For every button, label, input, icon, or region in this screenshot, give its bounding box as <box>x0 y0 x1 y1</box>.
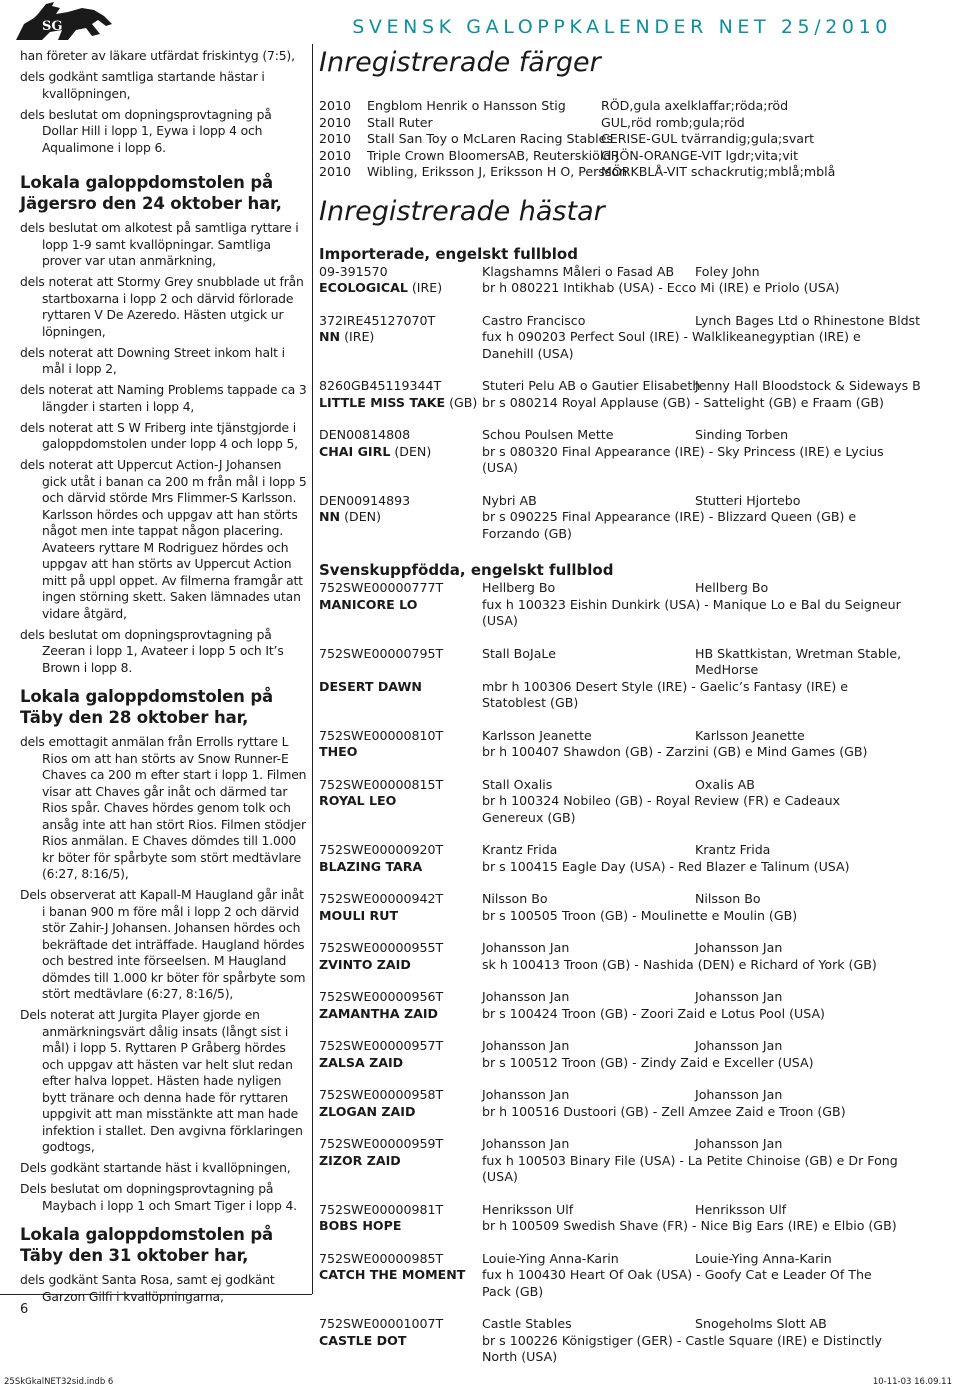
paragraph: dels godkänt samtliga startande hästar i kvallöpningen, <box>20 70 265 101</box>
horse-name-cell <box>319 859 422 876</box>
paragraph: dels noterat att Uppercut Action-J Johansen gick utåt i banan ca 200 m från mål i lopp 5 och därvid störde Mrs Flimmer-S Karlsson. Karlsson hördes och uppgav att han störts något men inte tappat någon placering. Avateers ryttare M Rodriguez hördes och uppgav att han störts av Uppercut Action mitt på uppl oppet. Av filmerna framgår att ingen störning skett. Saken lämnades utan vidare åtgärd, <box>20 458 307 621</box>
color-owner: Stall San Toy o McLaren Racing Stables <box>367 131 613 146</box>
horse-breeder: Stall BoJaLe <box>482 645 556 661</box>
horse-name-cell <box>319 679 422 696</box>
horse-id: 8260GB45119344T <box>319 378 442 393</box>
horse-entry <box>319 1202 949 1235</box>
horse-name-cell <box>319 744 357 761</box>
horse-owner: Johansson Jan <box>695 1136 783 1151</box>
horse-pedigree: sk h 100413 Troon (GB) - Nashida (DEN) e Richard of York (GB) <box>482 956 877 972</box>
horse-id: 752SWE00000815T <box>319 776 444 792</box>
horse-pedigree: br h 100407 Shawdon (GB) - Zarzini (GB) e Mind Games (GB) <box>482 744 868 759</box>
horse-name: MANICORE LO <box>319 596 418 612</box>
horse-pedigree: br s 100415 Eagle Day (USA) - Red Blazer e Talinum (USA) <box>482 858 850 874</box>
horse-breeder: Johansson Jan <box>482 1136 570 1151</box>
horse-id: 752SWE00000956T <box>319 989 444 1004</box>
color-registration-row <box>319 131 949 148</box>
color-registration-row <box>319 115 949 132</box>
horse-pedigree: br h 100324 Nobileo (GB) - Royal Review (FR) e Cadeaux Genereux (GB) <box>482 793 841 825</box>
left-column <box>20 48 307 1310</box>
horse-entry <box>319 1038 949 1071</box>
horse-owner: Krantz Frida <box>695 842 771 857</box>
horse-pedigree: mbr h 100306 Desert Style (IRE) - Gaelic’s Fantasy (IRE) e Statoblest (GB) <box>482 678 848 710</box>
horse-pedigree: br s 100226 Königstiger (GER) - Castle Square (IRE) e Distinctly North (USA) <box>482 1332 882 1364</box>
horse-entry <box>319 580 949 630</box>
horse-name: NN <box>319 509 341 524</box>
horse-breeder: Henriksson Ulf <box>482 1201 574 1217</box>
horse-name: LITTLE MISS TAKE <box>319 394 446 410</box>
horse-origin: (GB) <box>445 394 478 410</box>
horse-id: 752SWE00000985T <box>319 1250 444 1266</box>
horse-owner: Johansson Jan <box>695 989 783 1004</box>
horse-name: CATCH THE MOMENT <box>319 1267 466 1282</box>
color-registration-row <box>319 98 949 115</box>
horse-name-cell <box>319 329 374 346</box>
horse-pedigree: br s 100424 Troon (GB) - Zoori Zaid e Lotus Pool (USA) <box>482 1005 825 1021</box>
horse-name: ZLOGAN ZAID <box>319 1103 416 1119</box>
horse-name: BOBS HOPE <box>319 1218 402 1233</box>
horse-breeder: Karlsson Jeanette <box>482 727 592 743</box>
horse-origin: (DEN) <box>390 443 432 459</box>
paragraph: han företer av läkare utfärdat friskintyg (7:5), <box>20 49 295 63</box>
right-column <box>319 46 949 1382</box>
horse-name-cell <box>319 1153 401 1170</box>
color-owner: Engblom Henrik o Hansson Stig <box>367 98 566 113</box>
horse-id: 372IRE45127070T <box>319 312 436 328</box>
horse-owner: Snogeholms Slott AB <box>695 1316 827 1331</box>
horse-owner: HB Skattkistan, Wretman Stable, <box>695 645 902 661</box>
horse-name-cell <box>319 957 411 974</box>
horse-pedigree: fux h 100430 Heart Of Oak (USA) - Goofy Cat e Leader Of The Pack (GB) <box>482 1267 872 1299</box>
color-owner: Stall Ruter <box>367 114 433 130</box>
paragraph: Dels godkänt startande häst i kvallöpningen, <box>20 1161 291 1175</box>
horse-breeder: Castle Stables <box>482 1316 572 1331</box>
horse-breeder: Johansson Jan <box>482 989 570 1004</box>
print-timestamp: 10-11-03 16.09.11 <box>872 1377 952 1387</box>
colors-heading: Inregistrerade färger <box>319 47 601 78</box>
horse-pedigree: br h 100509 Swedish Shave (FR) - Nice Big Ears (IRE) e Elbio (GB) <box>482 1218 897 1233</box>
horse-breeder: Johansson Jan <box>482 940 570 955</box>
horse-pedigree: br s 100512 Troon (GB) - Zindy Zaid e Exceller (USA) <box>482 1054 814 1070</box>
horse-name-cell <box>319 1006 438 1023</box>
horse-id: 752SWE00000777T <box>319 580 444 595</box>
horse-entry <box>319 1136 949 1186</box>
horse-owner-continued: MedHorse <box>695 662 759 677</box>
horse-name-cell <box>319 597 417 614</box>
horse-name-cell <box>319 1333 406 1350</box>
horse-id: 752SWE00000942T <box>319 891 444 906</box>
horse-pedigree: br s 100505 Troon (GB) - Moulinette e Moulin (GB) <box>482 907 798 923</box>
paragraph: dels beslutat om dopningsprovtagning på Dollar Hill i lopp 1, Eywa i lopp 4 och Aqualimone i lopp 6. <box>20 107 272 155</box>
color-year: 2010 <box>319 147 352 163</box>
horse-name-cell <box>319 793 396 810</box>
horse-breeder: Stall Oxalis <box>482 776 553 792</box>
print-file-name: 25SkGkalNET32sid.indb 6 <box>4 1377 114 1387</box>
horse-origin: (IRE) <box>407 280 443 295</box>
horses-heading: Inregistrerade hästar <box>319 195 605 227</box>
color-registration-row <box>319 148 949 165</box>
paragraph: Dels observerat att Kapall-M Haugland går inåt i banan 900 m före mål i lopp 2 och därvid stör Zahir-J Johansen. Johansen hördes och bekräftade det inträffade. Haugland hördes och bestred inte förseelsen. M Haugland dömdes till 1.000 kr böter för spårbyte som stört medtävlare (6:27, 8:16/5), <box>20 888 306 1001</box>
horse-name: CHAI GIRL <box>319 443 391 459</box>
horse-entry <box>319 313 949 363</box>
horse-name: ZAMANTHA ZAID <box>319 1005 438 1021</box>
paragraph: dels emottagit anmälan från Errolls ryttare L Rios om att han störts av Snow Runner-E Chaves ca 200 m efter start i lopp 1. Filmen visar att Chaves går inåt och därmed tar Rios spår. Chaves hördes genom tolk och ansåg inte att han stört Rios. Filmen stödjer Rios anmälan. E Chaves dömdes till 1.000 kr böter för spårbyte som stört medtävlare (6:27, 8:16/5), <box>20 735 307 881</box>
color-owner: Wibling, Eriksson J, Eriksson H O, Persson <box>367 164 628 179</box>
horse-entry <box>319 728 949 761</box>
section-title: Lokala galoppdomstolen på Täby den 31 oktober har, <box>20 1225 273 1265</box>
horse-owner: Johansson Jan <box>695 940 783 955</box>
horse-name: ZVINTO ZAID <box>319 956 411 972</box>
swedish-heading: Svenskuppfödda, engelskt fullblod <box>319 561 614 579</box>
paragraph: Dels noterat att Jurgita Player gjorde en anmärkningsvärt dålig insats (långt sist i mål) i lopp 5. Ryttaren P Gråberg hördes och uppgav att hästen var helt slut redan efter halva loppet. Hästen hade nyligen bytt tränare och denna hade för ryttaren uppgivit att man misstänkte att man hade infektion i stallet. Den avgivna förklaringen godtogs, <box>20 1008 303 1154</box>
horse-id: 752SWE00000981T <box>319 1201 444 1217</box>
horse-entry <box>319 1087 949 1120</box>
horse-breeder: Johansson Jan <box>482 1087 570 1102</box>
paragraph: dels noterat att Naming Problems tappade ca 3 längder i starten i lopp 4, <box>20 383 307 414</box>
horse-id: 752SWE00000958T <box>319 1087 444 1102</box>
color-year: 2010 <box>319 114 352 130</box>
horse-name: ZALSA ZAID <box>319 1054 404 1070</box>
horse-id: 752SWE00000810T <box>319 727 444 743</box>
horse-pedigree: br s 080214 Royal Applause (GB) - Sattelight (GB) e Fraam (GB) <box>482 394 884 410</box>
horse-id: 752SWE00000957T <box>319 1038 444 1053</box>
horse-id: 752SWE00000959T <box>319 1136 444 1151</box>
horse-pedigree: fux h 090203 Perfect Soul (IRE) - Walklikeanegyptian (IRE) e Danehill (USA) <box>482 329 861 361</box>
horse-name-cell <box>319 280 442 297</box>
horse-entry <box>319 940 949 973</box>
horse-entry <box>319 891 949 924</box>
horse-id: 752SWE00000920T <box>319 842 444 857</box>
swedish-horses-list <box>319 580 949 1366</box>
horse-owner: Oxalis AB <box>695 776 755 792</box>
horse-name-cell <box>319 444 431 461</box>
horse-breeder: Klagshamns Måleri o Fasad AB <box>482 263 675 279</box>
horse-entry <box>319 777 949 827</box>
horse-id: DEN00914893 <box>319 492 411 508</box>
horse-pedigree: br s 080320 Final Appearance (IRE) - Sky Princess (IRE) e Lycius (USA) <box>482 443 884 475</box>
horse-entry <box>319 646 949 712</box>
color-year: 2010 <box>319 131 352 146</box>
horse-name: ECOLOGICAL <box>319 280 408 295</box>
horse-owner: Foley John <box>695 263 760 279</box>
horse-entry <box>319 378 949 411</box>
horse-name: ZIZOR ZAID <box>319 1152 401 1168</box>
horse-name-cell <box>319 1104 415 1121</box>
horse-owner: Lynch Bages Ltd o Rhinestone Bldst <box>695 312 921 328</box>
colors-list <box>319 98 949 181</box>
horse-id: 09-391570 <box>319 263 388 279</box>
page-number: 6 <box>20 1302 29 1317</box>
horse-name: MOULI RUT <box>319 907 399 923</box>
horse-id: 752SWE00000795T <box>319 645 444 661</box>
horse-owner: Johansson Jan <box>695 1087 783 1102</box>
horse-entry <box>319 1251 949 1301</box>
horse-owner: Hellberg Bo <box>695 580 769 595</box>
imported-horses-list <box>319 264 949 543</box>
horse-entry <box>319 842 949 875</box>
horse-name-cell <box>319 1267 465 1284</box>
horse-breeder: Johansson Jan <box>482 1038 570 1053</box>
horse-owner: Johansson Jan <box>695 1038 783 1053</box>
magazine-title: SVENSK GALOPPKALENDER NET 25/2010 <box>352 16 892 38</box>
horse-owner: Jenny Hall Bloodstock & Sideways B <box>695 378 921 393</box>
horse-origin: (IRE) <box>340 329 375 344</box>
horse-pedigree: br s 090225 Final Appearance (IRE) - Blizzard Queen (GB) e Forzando (GB) <box>482 509 857 541</box>
color-description: GRÖN-ORANGE-VIT lgdr;vita;vit <box>601 147 799 163</box>
horse-breeder: Stuteri Pelu AB o Gautier Elisabeth <box>482 378 701 393</box>
horse-breeder: Castro Francisco <box>482 312 586 328</box>
horse-name: DESERT DAWN <box>319 678 422 694</box>
color-registration-row <box>319 164 949 181</box>
color-owner: Triple Crown BloomersAB, Reuterskiöld J <box>367 147 620 163</box>
horse-breeder: Hellberg Bo <box>482 580 556 595</box>
horse-name-cell <box>319 395 477 412</box>
paragraph: dels noterat att Downing Street inkom halt i mål i lopp 2, <box>20 345 285 376</box>
paragraph: dels noterat att S W Friberg inte tjänstgjorde i galoppdomstolen under lopp 4 och lopp 5, <box>20 420 298 451</box>
horse-entry <box>319 1316 949 1366</box>
horse-entry <box>319 493 949 543</box>
svg-text:SG: SG <box>42 19 63 34</box>
horse-id: DEN00814808 <box>319 427 411 442</box>
horse-breeder: Krantz Frida <box>482 842 558 857</box>
horse-name-cell <box>319 509 381 526</box>
horse-breeder: Nilsson Bo <box>482 891 548 906</box>
horse-origin: (DEN) <box>340 509 381 524</box>
horse-owner: Stutteri Hjortebo <box>695 492 801 508</box>
horse-name-cell <box>319 1055 403 1072</box>
horse-name: NN <box>319 329 341 344</box>
color-description: RÖD,gula axelklaffar;röda;röd <box>601 98 789 113</box>
horse-name: BLAZING TARA <box>319 858 423 874</box>
imported-heading: Importerade, engelskt fullblod <box>319 244 578 263</box>
horse-entry <box>319 427 949 477</box>
paragraph: dels godkänt Santa Rosa, samt ej godkänt Garzon Gilfi i kvallöpningarna, <box>20 1273 275 1304</box>
horse-pedigree: fux h 100323 Eishin Dunkirk (USA) - Manique Lo e Bal du Seigneur (USA) <box>482 596 901 628</box>
color-description: CERISE-GUL tvärrandig;gula;svart <box>601 131 815 146</box>
horse-id: 752SWE00001007T <box>319 1316 444 1331</box>
section-title: Lokala galoppdomstolen på Jägersro den 24 oktober har, <box>20 173 282 213</box>
paragraph: Dels beslutat om dopningsprovtagning på Maybach i lopp 1 och Smart Tiger i lopp 4. <box>20 1182 297 1213</box>
horse-owner: Sinding Torben <box>695 427 789 442</box>
horse-name: THEO <box>319 744 358 759</box>
horse-owner: Nilsson Bo <box>695 891 761 906</box>
horse-pedigree: br h 080221 Intikhab (USA) - Ecco Mi (IRE) e Priolo (USA) <box>482 280 840 295</box>
paragraph: dels beslutat om dopningsprovtagning på Zeeran i lopp 1, Avateer i lopp 5 och It’s Brown i lopp 8. <box>20 627 284 675</box>
horse-breeder: Nybri AB <box>482 492 537 508</box>
horse-name-cell <box>319 908 398 925</box>
horse-pedigree: fux h 100503 Binary File (USA) - La Petite Chinoise (GB) e Dr Fong (USA) <box>482 1152 898 1184</box>
horse-owner: Henriksson Ulf <box>695 1201 787 1217</box>
horse-entry <box>319 264 949 297</box>
color-description: MÖRKBLÅ-VIT schackrutig;mblå;mblå <box>601 164 836 179</box>
horse-entry <box>319 989 949 1022</box>
horse-owner: Louie-Ying Anna-Karin <box>695 1250 832 1266</box>
horse-pedigree: br h 100516 Dustoori (GB) - Zell Amzee Zaid e Troon (GB) <box>482 1103 846 1119</box>
section-title: Lokala galoppdomstolen på Täby den 28 oktober har, <box>20 687 273 727</box>
horse-owner: Karlsson Jeanette <box>695 727 805 743</box>
horse-racing-logo-icon <box>8 0 118 44</box>
horse-breeder: Louie-Ying Anna-Karin <box>482 1250 619 1266</box>
paragraph: dels noterat att Stormy Grey snubblade ut från startboxarna i lopp 2 och därvid förlorade ryttaren V De Azeredo. Hästen utgick ur löpningen, <box>20 275 304 339</box>
horse-breeder: Schou Poulsen Mette <box>482 427 614 442</box>
horse-name-cell <box>319 1218 401 1235</box>
color-description: GUL,röd romb;gula;röd <box>601 114 745 130</box>
color-year: 2010 <box>319 98 352 113</box>
paragraph: dels beslutat om alkotest på samtliga ryttare i lopp 1-9 samt kvallöpningar. Samtliga prover var utan anmärkning, <box>20 221 299 268</box>
horse-name: ROYAL LEO <box>319 793 397 808</box>
horse-name: CASTLE DOT <box>319 1332 407 1348</box>
color-year: 2010 <box>319 164 352 179</box>
column-divider <box>312 44 313 1294</box>
horse-id: 752SWE00000955T <box>319 940 444 955</box>
